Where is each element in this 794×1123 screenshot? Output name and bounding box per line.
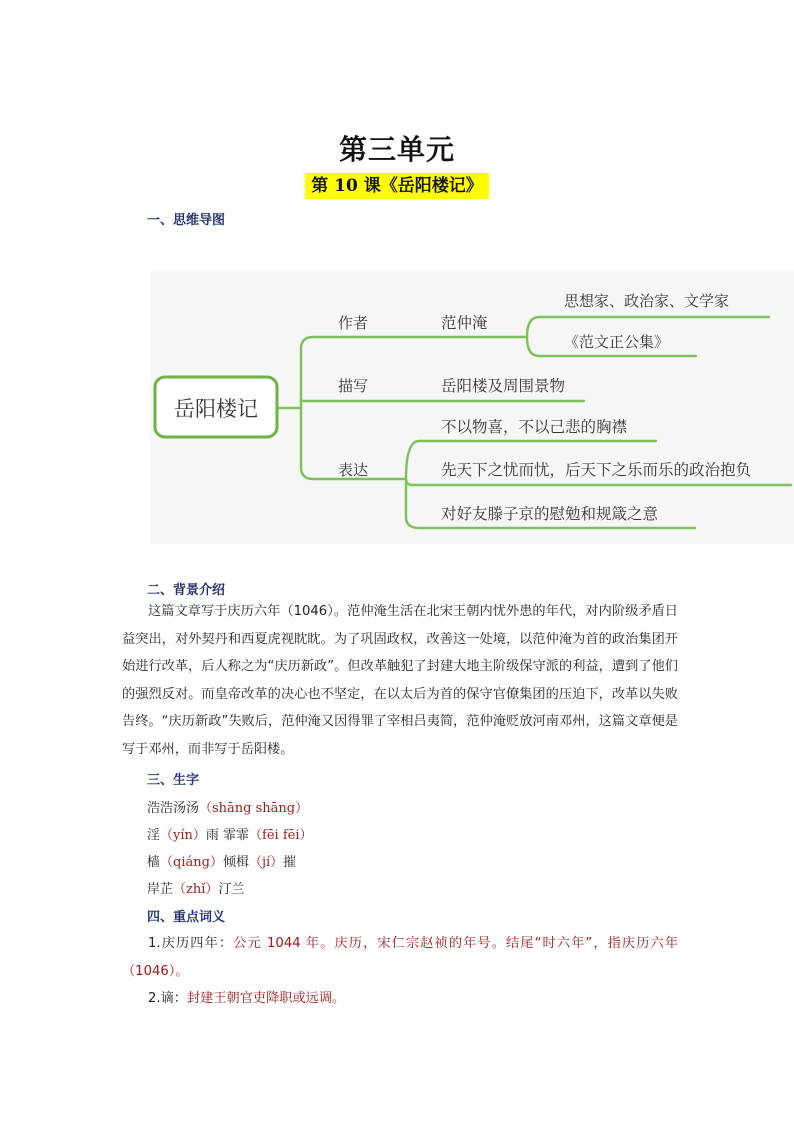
- char-word: 汀兰: [218, 882, 245, 897]
- mm-author-name: 范仲淹: [441, 314, 488, 332]
- char-line-4: [147, 878, 244, 897]
- char-word: 浩浩汤汤: [147, 801, 200, 816]
- char-word: 樯: [147, 855, 161, 870]
- char-pinyin: （qiáng）: [160, 855, 223, 870]
- word-body: 封建王朝官吏降职或远调。: [186, 991, 346, 1006]
- mm-root-label: 岳阳楼记: [174, 397, 258, 421]
- mind-map-svg: [151, 271, 794, 544]
- char-pinyin: （jí）: [248, 855, 284, 870]
- mm-branch-author-line: [301, 337, 521, 408]
- char-pinyin: （zhǐ）: [173, 882, 219, 897]
- char-word: 岸芷: [147, 882, 174, 897]
- word-item-2: [122, 985, 678, 1013]
- section-mindmap-heading: 一、思维导图: [147, 213, 226, 228]
- mm-author-item-1: 《范文正公集》: [564, 333, 670, 351]
- char-word: 倾楫: [222, 855, 249, 870]
- char-word: 淫: [147, 828, 161, 843]
- mind-map: [151, 271, 794, 544]
- mm-express-item2-line: [406, 479, 791, 485]
- mm-express-item-0: 不以物喜，不以己悲的胸襟: [441, 418, 628, 436]
- mm-describe-item: 岳阳楼及周围景物: [441, 377, 566, 395]
- mm-author-item-0: 思想家、政治家、文学家: [564, 292, 730, 310]
- section-background-heading: 二、背景介绍: [147, 583, 226, 598]
- lesson-title: 第 10 课《岳阳楼记》: [305, 173, 489, 199]
- char-line-3: [147, 851, 296, 870]
- char-pinyin: （yín）: [160, 828, 206, 843]
- word-body: 公元 1044 年。庆历，宋仁宗赵祯的年号。结尾“时六年”，指庆历六年（1046）。: [122, 936, 678, 979]
- mm-express-item-2: 对好友滕子京的慰勉和规箴之意: [441, 505, 659, 523]
- background-paragraph: 这篇文章写于庆历六年（1046）。范仲淹生活在北宋王朝内忧外患的年代，对内阶级矛盾日益突出，对外契丹和西夏虎视眈眈。为了巩固政权，改善这一处境，以范仲淹为首的政治集团开始进行改革，后人称之为“庆历新政”。但改革触犯了封建大地主阶级保守派的利益，遭到了他们的强烈反对。而皇帝改革的决心也不坚定，在以太后为首的保守官僚集团的压迫下，改革以失败告终。“庆历新政”失败后，范仲淹又因得罪了宰相吕夷简，范仲淹贬放河南邓州，这篇文章便是写于邓州，而非写于岳阳楼。: [122, 604, 678, 757]
- mm-branch-describe: 描写: [338, 377, 369, 395]
- unit-title: 第三单元: [338, 133, 455, 166]
- section-words-heading: 四、重点词义: [147, 910, 226, 925]
- lesson-title-wrap: [0, 173, 794, 199]
- mm-branch-author: 作者: [338, 314, 369, 332]
- char-pinyin: （fēi fēi）: [249, 828, 313, 843]
- mm-branch-express: 表达: [338, 461, 369, 479]
- char-word: 雨 霏霏: [205, 828, 250, 843]
- char-line-1: [147, 797, 308, 816]
- char-pinyin: （shāng shāng）: [199, 801, 309, 816]
- word-head: 2.谪：: [148, 991, 187, 1006]
- char-word: 摧: [283, 855, 297, 870]
- mm-express-item-1: 先天下之忧而忧，后天下之乐而乐的政治抱负: [441, 461, 752, 479]
- section-chars-heading: 三、生字: [147, 773, 200, 788]
- word-item-1: [122, 930, 678, 985]
- word-head: 1.庆历四年：: [148, 936, 234, 951]
- char-line-2: [147, 824, 313, 843]
